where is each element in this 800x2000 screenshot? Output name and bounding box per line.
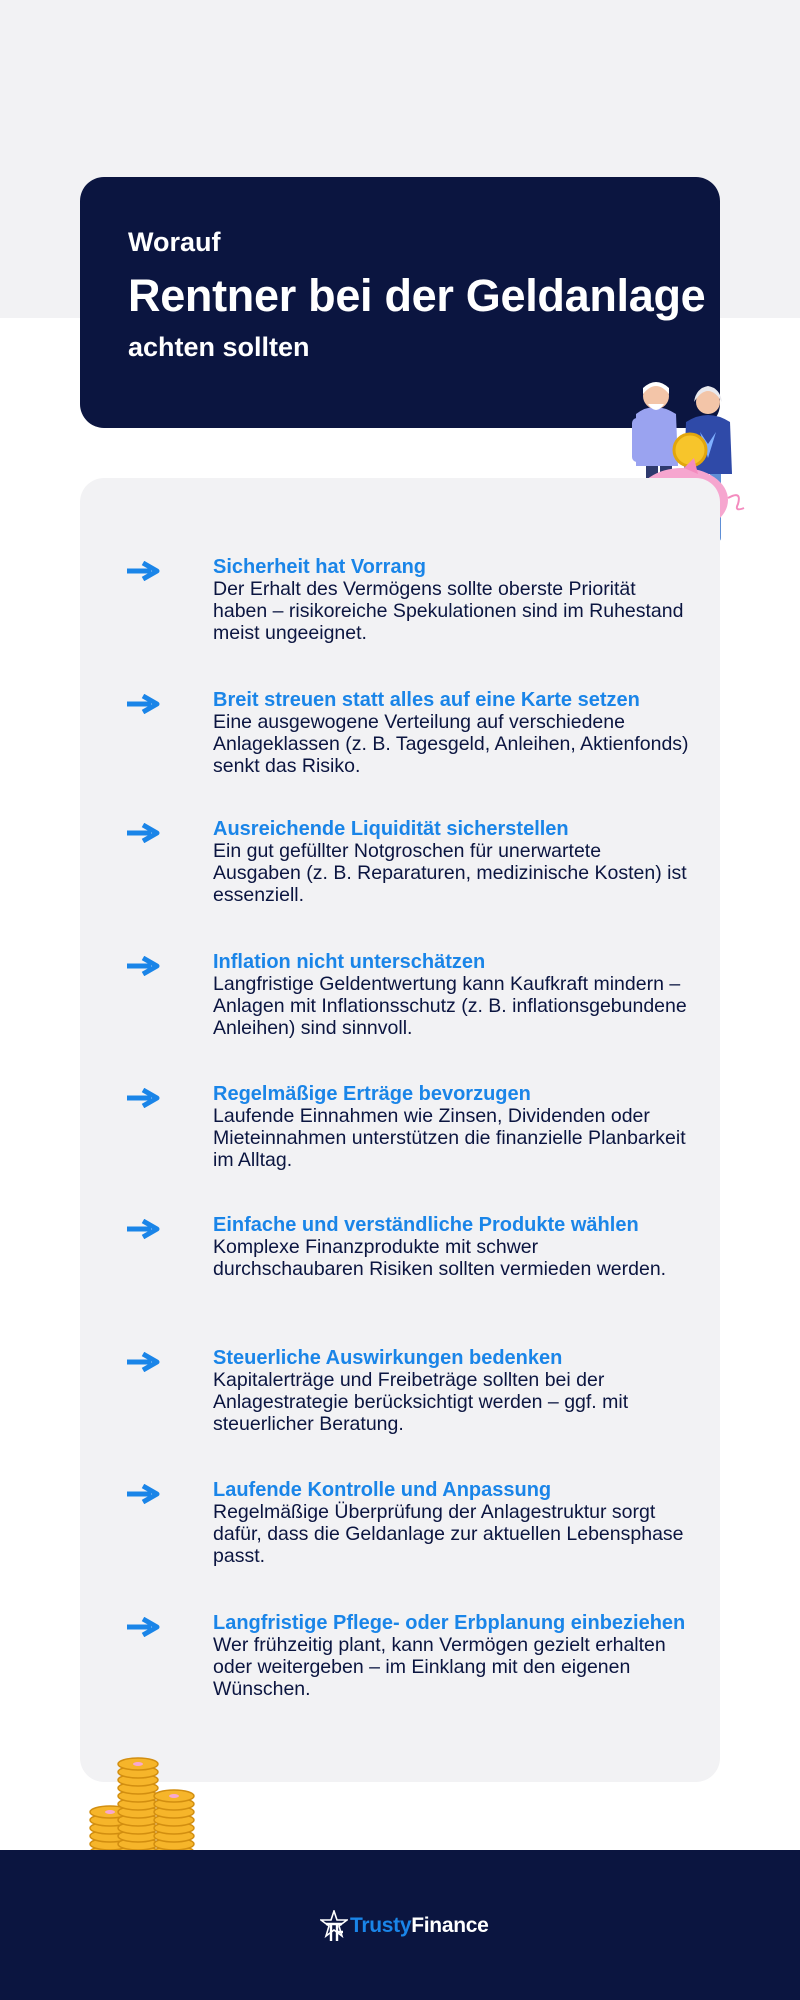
arrow-right-icon	[127, 694, 161, 714]
item-description: Der Erhalt des Vermögens sollte oberste Priorität haben – risikoreiche Spekulationen sind im Ruhestand meist ungeeignet.	[213, 578, 684, 644]
arrow-right-icon	[127, 1088, 161, 1108]
tips-card	[80, 478, 720, 1782]
coin-stacks-icon	[88, 1756, 200, 1864]
arrow-right-icon	[127, 561, 161, 581]
arrow-right-icon	[127, 956, 161, 976]
trustyfinance-logo[interactable]	[320, 1910, 489, 1942]
arrow-right-icon	[127, 1352, 161, 1372]
item-title: Ausreichende Liquidität sicherstellen	[213, 818, 569, 840]
arrow-right-icon	[127, 1219, 161, 1239]
arrow-right-icon	[127, 823, 161, 843]
header-subtitle: achten sollten	[128, 331, 310, 362]
item-title: Steuerliche Auswirkungen bedenken	[213, 1347, 563, 1369]
item-description: Eine ausgewogene Verteilung auf verschiedene Anlageklassen (z. B. Tagesgeld, Anleihen, Aktienfonds) senkt das Risiko.	[213, 711, 689, 777]
item-title: Breit streuen statt alles auf eine Karte setzen	[213, 689, 640, 711]
item-description: Wer frühzeitig plant, kann Vermögen gezielt erhalten oder weitergeben – im Einklang mit den eigenen Wünschen.	[213, 1634, 666, 1700]
footer	[0, 1850, 800, 2000]
item-title: Laufende Kontrolle und Anpassung	[213, 1479, 552, 1501]
item-description: Ein gut gefüllter Notgroschen für unerwartete Ausgaben (z. B. Reparaturen, medizinische Kosten) ist essenziell.	[213, 840, 687, 906]
arrow-right-icon	[127, 1617, 161, 1637]
item-description: Laufende Einnahmen wie Zinsen, Dividenden oder Mieteinnahmen unterstützen die finanzielle Planbarkeit im Alltag.	[213, 1105, 686, 1171]
item-description: Langfristige Geldentwertung kann Kaufkraft mindern – Anlagen mit Inflationsschutz (z. B. inflationsgebundene Anleihen) sind sinnvoll.	[213, 973, 687, 1039]
item-title: Einfache und verständliche Produkte wählen	[213, 1214, 639, 1236]
item-description: Komplexe Finanzprodukte mit schwer durchschaubaren Risiken sollten vermieden werden.	[213, 1236, 667, 1280]
item-title: Regelmäßige Erträge bevorzugen	[213, 1083, 531, 1105]
item-description: Kapitalerträge und Freibeträge sollten bei der Anlagestrategie berücksichtigt werden – ggf. mit steuerlicher Beratung.	[213, 1369, 629, 1435]
item-title: Sicherheit hat Vorrang	[213, 556, 427, 578]
page-title: Rentner bei der Geldanlage	[128, 269, 706, 321]
item-title: Langfristige Pflege- oder Erbplanung einbeziehen	[213, 1612, 686, 1634]
header-kicker: Worauf	[128, 227, 221, 257]
logo-text-finance: Finance	[411, 1914, 489, 1937]
item-description: Regelmäßige Überprüfung der Anlagestruktur sorgt dafür, dass die Geldanlage zur aktuellen Lebensphase passt.	[213, 1501, 684, 1567]
arrow-right-icon	[127, 1484, 161, 1504]
item-title: Inflation nicht unterschätzen	[213, 951, 486, 973]
trustyfinance-logo-icon	[320, 1910, 348, 1942]
logo-text-trusty: Trusty	[350, 1914, 412, 1937]
